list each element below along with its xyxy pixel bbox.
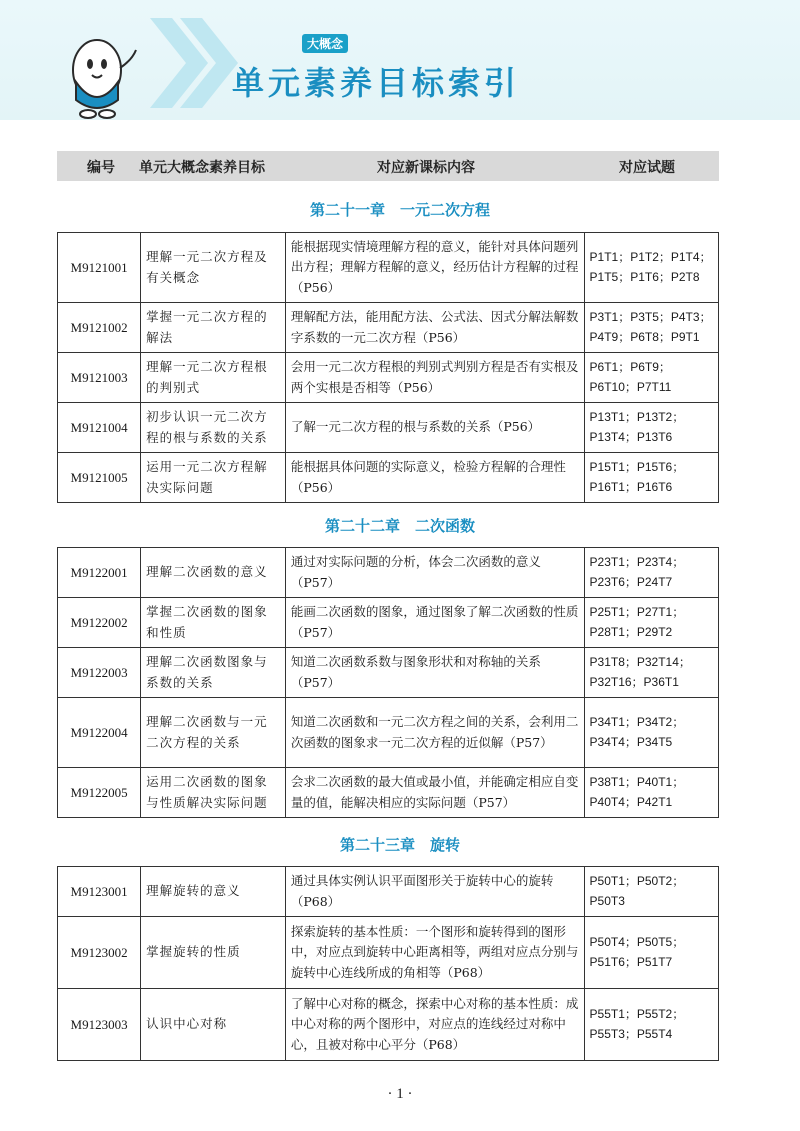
target-id: M9123002 xyxy=(58,917,141,989)
target-items: P55T1；P55T2；P55T3；P55T4 xyxy=(584,989,718,1061)
table-row xyxy=(58,548,719,598)
target-goal: 运用一元二次方程解决实际问题 xyxy=(141,453,286,503)
target-id: M9121004 xyxy=(58,403,141,453)
target-content: 会求二次函数的最大值或最小值，并能确定相应自变量的值，能解决相应的实际问题（P57） xyxy=(285,768,584,818)
header-banner xyxy=(0,0,800,120)
table-row xyxy=(58,917,719,989)
table-row xyxy=(58,989,719,1061)
target-content: 知道二次函数系数与图象形状和对称轴的关系（P57） xyxy=(285,648,584,698)
title-badge: 大概念 xyxy=(302,34,348,53)
target-content: 知道二次函数和一元二次方程之间的关系，会利用二次函数的图象求一元二次方程的近似解（P57） xyxy=(285,698,584,768)
target-items: P15T1；P15T6；P16T1；P16T6 xyxy=(584,453,718,503)
target-items: P50T1；P50T2；P50T3 xyxy=(584,867,718,917)
target-content: 能根据现实情境理解方程的意义，能针对具体问题列出方程；理解方程解的意义，经历估计方程解的过程（P56） xyxy=(285,233,584,303)
target-items: P3T1；P3T5；P4T3；P4T9；P6T8；P9T1 xyxy=(584,303,718,353)
target-id: M9122002 xyxy=(58,598,141,648)
target-goal: 理解旋转的意义 xyxy=(141,867,286,917)
target-id: M9121003 xyxy=(58,353,141,403)
target-items: P50T4；P50T5；P51T6；P51T7 xyxy=(584,917,718,989)
table-row xyxy=(58,648,719,698)
target-id: M9122001 xyxy=(58,548,141,598)
column-header-row xyxy=(57,151,719,181)
target-items: P1T1；P1T2；P1T4；P1T5；P1T6；P2T8 xyxy=(584,233,718,303)
column-header-items: 对应试题 xyxy=(619,160,675,176)
table-row xyxy=(58,353,719,403)
chapter-title: 第二十一章 一元二次方程 xyxy=(309,201,490,219)
target-goal: 理解二次函数的意义 xyxy=(141,548,286,598)
target-id: M9123003 xyxy=(58,989,141,1061)
table-row xyxy=(58,598,719,648)
target-content: 了解一元二次方程的根与系数的关系（P56） xyxy=(285,403,584,453)
column-header-content: 对应新课标内容 xyxy=(377,160,475,176)
target-content: 了解中心对称的概念，探索中心对称的基本性质：成中心对称的两个图形中，对应点的连线经过对称中心，且被对称中心平分（P68） xyxy=(285,989,584,1061)
table-row xyxy=(58,303,719,353)
target-content: 通过具体实例认识平面图形关于旋转中心的旋转（P68） xyxy=(285,867,584,917)
table-row xyxy=(58,867,719,917)
table-row xyxy=(58,768,719,818)
target-id: M9123001 xyxy=(58,867,141,917)
target-id: M9122004 xyxy=(58,698,141,768)
column-header-id: 编号 xyxy=(87,160,115,176)
target-goal: 理解二次函数与一元二次方程的关系 xyxy=(141,698,286,768)
target-id: M9122003 xyxy=(58,648,141,698)
target-id: M9121001 xyxy=(58,233,141,303)
target-content: 通过对实际问题的分析，体会二次函数的意义（P57） xyxy=(285,548,584,598)
target-items: P34T1；P34T2；P34T4；P34T5 xyxy=(584,698,718,768)
mascot-icon xyxy=(52,20,142,120)
target-goal: 理解一元二次方程及有关概念 xyxy=(141,233,286,303)
table-row xyxy=(58,403,719,453)
chapter-table xyxy=(57,232,719,503)
target-content: 理解配方法，能用配方法、公式法、因式分解法解数字系数的一元二次方程（P56） xyxy=(285,303,584,353)
target-id: M9121005 xyxy=(58,453,141,503)
target-id: M9121002 xyxy=(58,303,141,353)
table-row xyxy=(58,233,719,303)
chapter-title: 第二十二章 二次函数 xyxy=(324,517,475,535)
target-id: M9122005 xyxy=(58,768,141,818)
table-row xyxy=(58,698,719,768)
target-goal: 运用二次函数的图象与性质解决实际问题 xyxy=(141,768,286,818)
column-header-goal: 单元大概念素养目标 xyxy=(139,160,265,176)
target-goal: 理解二次函数图象与系数的关系 xyxy=(141,648,286,698)
table-row xyxy=(58,453,719,503)
target-content: 能画二次函数的图象，通过图象了解二次函数的性质（P57） xyxy=(285,598,584,648)
target-goal: 理解一元二次方程根的判别式 xyxy=(141,353,286,403)
target-goal: 掌握旋转的性质 xyxy=(141,917,286,989)
target-items: P31T8；P32T14；P32T16；P36T1 xyxy=(584,648,718,698)
target-content: 会用一元二次方程根的判别式判别方程是否有实根及两个实根是否相等（P56） xyxy=(285,353,584,403)
target-items: P6T1；P6T9；P6T10；P7T11 xyxy=(584,353,718,403)
page-number: · 1 · xyxy=(387,1086,413,1102)
target-goal: 掌握二次函数的图象和性质 xyxy=(141,598,286,648)
target-items: P23T1；P23T4；P23T6；P24T7 xyxy=(584,548,718,598)
target-items: P38T1；P40T1；P40T4；P42T1 xyxy=(584,768,718,818)
target-goal: 初步认识一元二次方程的根与系数的关系 xyxy=(141,403,286,453)
chapter-title: 第二十三章 旋转 xyxy=(339,836,460,854)
chapter-table xyxy=(57,547,719,818)
target-items: P13T1；P13T2；P13T4；P13T6 xyxy=(584,403,718,453)
target-content: 探索旋转的基本性质：一个图形和旋转得到的图形中，对应点到旋转中心距离相等，两组对应点分别与旋转中心连线所成的角相等（P68） xyxy=(285,917,584,989)
target-items: P25T1；P27T1；P28T1；P29T2 xyxy=(584,598,718,648)
target-goal: 掌握一元二次方程的解法 xyxy=(141,303,286,353)
chevron-decoration-icon xyxy=(150,18,240,108)
target-goal: 认识中心对称 xyxy=(141,989,286,1061)
chapter-table xyxy=(57,866,719,1061)
page-title: 单元素养目标索引 xyxy=(232,64,521,102)
target-content: 能根据具体问题的实际意义，检验方程解的合理性（P56） xyxy=(285,453,584,503)
